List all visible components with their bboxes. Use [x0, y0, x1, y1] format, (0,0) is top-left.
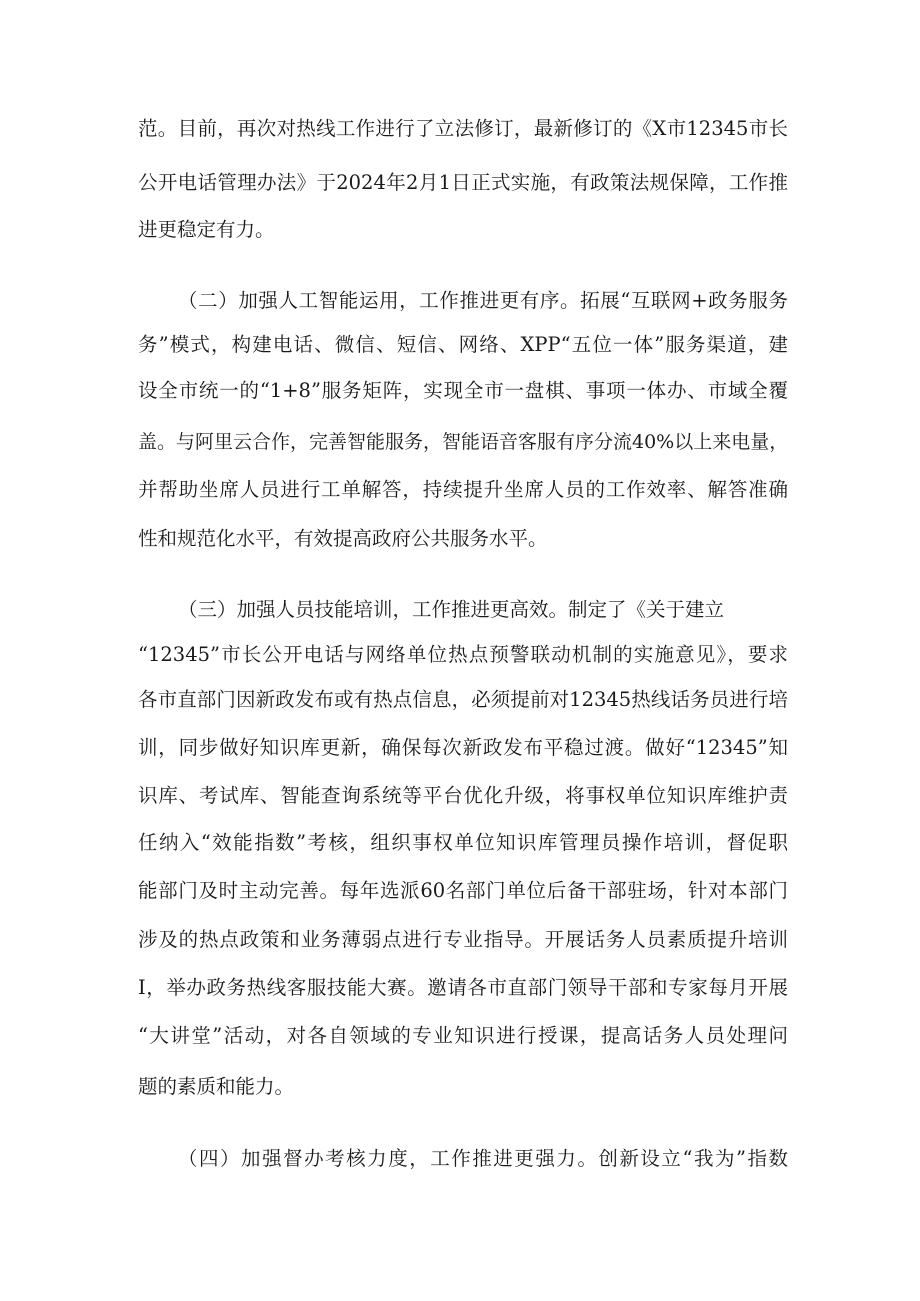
text-line: 范。目前，再次对热线工作进行了立法修订，最新修订的《X市12345市长 — [138, 117, 788, 140]
text-line: 务”模式，构建电话、微信、短信、网络、XPP“五位一体”服务渠道，建 — [138, 333, 788, 356]
text-line: 训，同步做好知识库更新，确保每次新政发布平稳过渡。做好“12345”知 — [138, 736, 788, 759]
text-line: 能部门及时主动完善。每年选派60名部门单位后备干部驻场，针对本部门 — [138, 879, 788, 902]
text-line: 性和规范化水平，有效提高政府公共服务水平。 — [138, 527, 548, 550]
text-line: 题的素质和能力。 — [138, 1075, 295, 1098]
text-line: 进更稳定有力。 — [138, 218, 275, 241]
text-line: 公开电话管理办法》于2024年2月1日正式实施，有政策法规保障，工作推 — [138, 171, 788, 194]
text-line: 各市直部门因新政发布或有热点信息，必须提前对12345热线话务员进行培 — [138, 688, 788, 711]
text-line: 并帮助坐席人员进行工单解答，持续提升坐席人员的工作效率、解答准确 — [138, 478, 788, 501]
text-line: 设全市统一的“1+8”服务矩阵，实现全市一盘棋、事项一体办、市域全覆 — [138, 379, 788, 402]
text-line: 识库、考试库、智能查询系统等平台优化升级，将事权单位知识库维护责 — [138, 784, 788, 807]
text-line: 任纳入“效能指数”考核，组织事权单位知识库管理员操作培训，督促职 — [138, 831, 788, 854]
text-line: “大讲堂”活动，对各自领域的专业知识进行授课，提高话务人员处理问 — [138, 1024, 788, 1047]
text-line: I，举办政务热线客服技能大赛。邀请各市直部门领导干部和专家每月开展 — [138, 976, 788, 999]
text-line: （三）加强人员技能培训，工作推进更高效。制定了《关于建立 — [178, 598, 725, 621]
text-line: 涉及的热点政策和业务薄弱点进行专业指导。开展话务人员素质提升培训 — [138, 928, 788, 951]
text-line: “12345”市长公开电话与网络单位热点预警联动机制的实施意见》，要求 — [138, 643, 788, 666]
text-line: （二）加强人工智能运用，工作推进更有序。拓展“互联网+政务服务 — [178, 289, 788, 312]
text-line: 盖。与阿里云合作，完善智能服务，智能语音客服有序分流40%以上来电量， — [138, 431, 789, 453]
text-line: （四）加强督办考核力度，工作推进更强力。创新设立“我为”指数 — [178, 1147, 788, 1170]
